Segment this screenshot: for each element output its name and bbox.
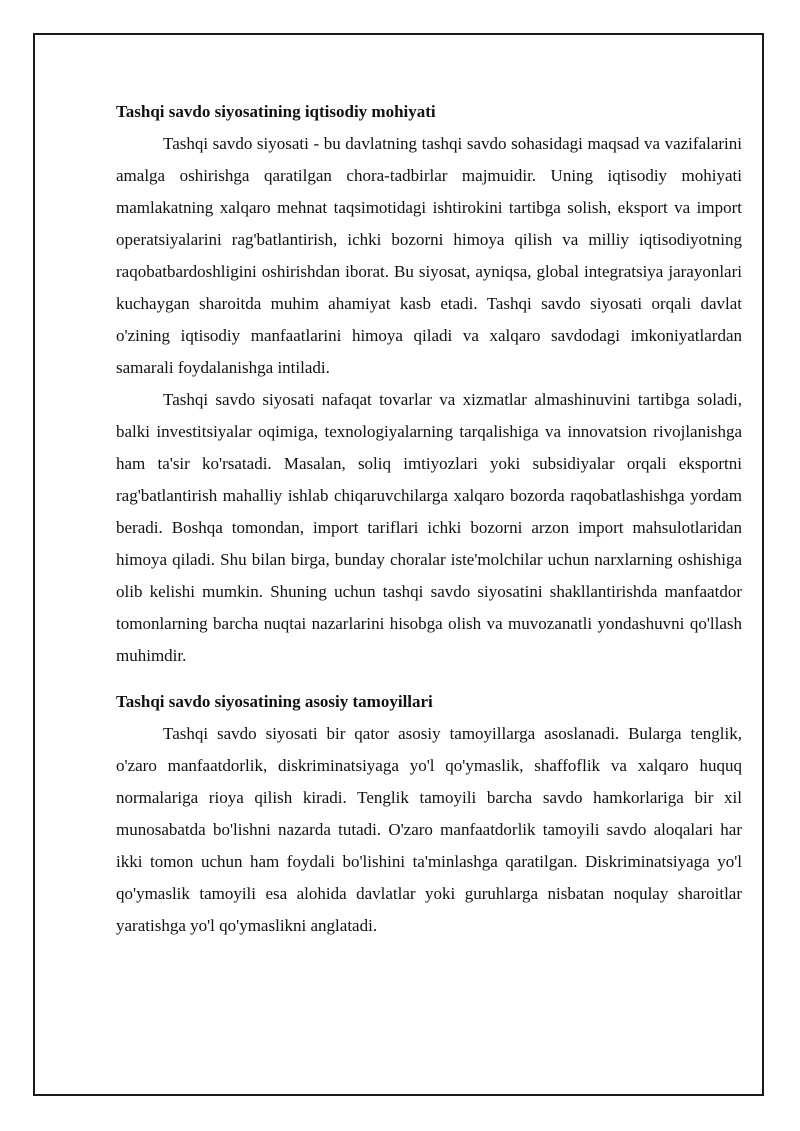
paragraph-1: Tashqi savdo siyosati - bu davlatning tashqi savdo sohasidagi maqsad va vazifalarini amalga oshirishga qaratilgan chora-tadbirlar majmuidir. Uning iqtisodiy mohiyati mamlakatning xalqaro mehnat taqsimotidagi ishtirokini tartibga solish, eksport va import operatsiyalarini rag'batlantirish, ichki bozorni himoya qilish va milliy iqtisodiyotning raqobatbardoshligini oshirishdan iborat. Bu siyosat, ayniqsa, global integratsiya jarayonlari kuchaygan sharoitda muhim ahamiyat kasb etadi. Tashqi savdo siyosati orqali davlat o'zining iqtisodiy manfaatlarini himoya qiladi va xalqaro savdodagi imkoniyatlardan samarali foydalanishga intiladi.: [116, 134, 742, 377]
section-heading-1: Tashqi savdo siyosatining iqtisodiy mohiyati: [116, 102, 436, 121]
paragraph-2: Tashqi savdo siyosati nafaqat tovarlar va xizmatlar almashinuvini tartibga soladi, balki investitsiyalar oqimiga, texnologiyalarning tarqalishiga va innovatsion rivojlanishga ham ta'sir ko'rsatadi. Masalan, soliq imtiyozlari yoki subsidiyalar orqali eksportni rag'batlantirish mahalliy ishlab chiqaruvchilarga xalqaro bozorda raqobatlashishga yordam beradi. Boshqa tomondan, import tariflari ichki bozorni arzon import mahsulotlaridan himoya qiladi. Shu bilan birga, bunday choralar iste'molchilar uchun narxlarning oshishiga olib kelishi mumkin. Shuning uchun tashqi savdo siyosatini shakllantirishda manfaatdor tomonlarning barcha nuqtai nazarlarini hisobga olish va muvozanatli yondashuvni qo'llash muhimdir.: [116, 390, 742, 665]
section-heading-2: Tashqi savdo siyosatining asosiy tamoyillari: [116, 692, 433, 711]
document-body: [116, 96, 742, 942]
paragraph-3: Tashqi savdo siyosati bir qator asosiy tamoyillarga asoslanadi. Bularga tenglik, o'zaro manfaatdorlik, diskriminatsiyaga yo'l qo'ymaslik, shaffoflik va xalqaro huquq normalariga rioya qilish kiradi. Tenglik tamoyili barcha savdo hamkorlariga bir xil munosabatda bo'lishni nazarda tutadi. O'zaro manfaatdorlik tamoyili savdo aloqalari har ikki tomon uchun ham foydali bo'lishini ta'minlashga qaratilgan. Diskriminatsiyaga yo'l qo'ymaslik tamoyili esa alohida davlatlar yoki guruhlarga nisbatan noqulay sharoitlar yaratishga yo'l qo'ymaslikni anglatadi.: [116, 724, 742, 935]
